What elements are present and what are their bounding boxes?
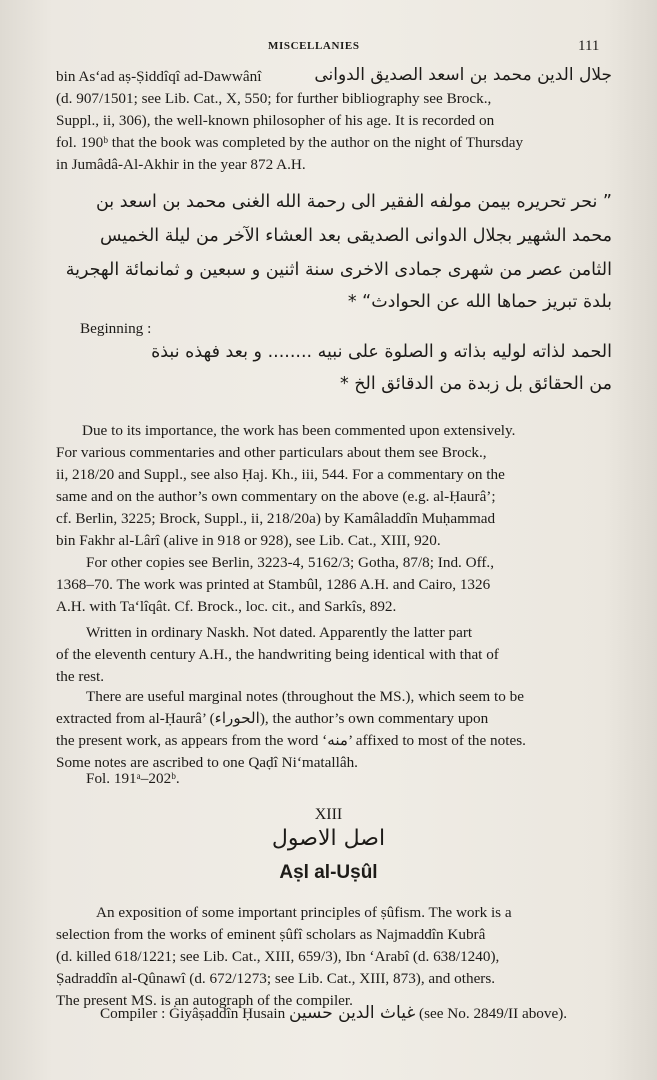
text-line: For other copies see Berlin, 3223-4, 5162/3; Gotha, 87/8; Ind. Off., (86, 554, 495, 571)
colophon-line: محمد الشهير بجلال الدوانى الصديقى بعد العشاء الآخر من ليلة الخميس (99, 226, 612, 246)
running-head: MISCELLANIES (268, 40, 360, 52)
text-line: (d. killed 618/1221; see Lib. Cat., XIII, 659/3), Ibn ‘Arabî (d. 638/1240), (56, 948, 500, 965)
section-title-arabic: اصل الاصول (271, 826, 386, 851)
section-title: Aṣl al-Uṣûl (279, 862, 378, 883)
text-line: cf. Berlin, 3225; Brock, Suppl., ii, 218/20a) by Kamâladdîn Muḥammad (56, 510, 496, 527)
colophon-line: الثامن عصر من شهرى جمادى الاخرى سنة اثنين و سبعين و ثمانمائة الهجرية (65, 260, 612, 280)
text-line: There are useful marginal notes (throughout the MS.), which seem to be (86, 688, 524, 705)
text-line: For various commentaries and other particulars about them see Brock., (56, 444, 487, 461)
section-number: XIII (314, 806, 343, 823)
intro-line-4: fol. 190ᵇ that the book was completed by the author on the night of Thursday (56, 134, 524, 151)
text-line: bin Fakhr al-Lârî (alive in 918 or 928), see Lib. Cat., XIII, 920. (56, 532, 441, 549)
compiler-name-arabic: غياث الدين حسين (288, 1003, 416, 1023)
text-line: selection from the works of eminent ṣûfî scholars as Najmaddîn Kubrâ (56, 926, 486, 943)
text-line: Written in ordinary Naskh. Not dated. Apparently the latter part (86, 624, 473, 641)
colophon-line: ” نحر تحريره بيمن مولفه الفقير الى رحمة الله الغنى محمد بن اسعد بن (95, 192, 612, 212)
text-line: A.H. with Ta‘lîqât. Cf. Brock., loc. cit., and Sarkîs, 892. (56, 598, 397, 615)
intro-line-1 (56, 66, 612, 88)
text-line: An exposition of some important principles of ṣûfism. The work is a (96, 904, 512, 921)
author-name-arabic: جلال الدين محمد بن اسعد الصديق الدوانى (314, 65, 612, 85)
compiler-line (100, 1002, 656, 1025)
text-line: Due to its importance, the work has been commented upon extensively. (82, 422, 516, 439)
colophon-line: بلدة تبريز حماها الله عن الحوادث“ * (347, 292, 612, 312)
text-line: same and on the author’s own commentary on the above (e.g. al-Ḥaurâ’; (56, 488, 496, 505)
text-line: Some notes are ascribed to one Qaḍî Ni‘matallâh. (56, 754, 358, 771)
page-number: 111 (578, 38, 600, 54)
compiler-reference: (see No. 2849/II above). (419, 1005, 568, 1022)
compiler-label: Compiler : Ġiyâṣaddîn Ḥusain (100, 1005, 286, 1022)
text-line: 1368–70. The work was printed at Stambûl, 1286 A.H. and Cairo, 1326 (56, 576, 491, 593)
author-name: bin As‘ad aṣ-Ṣiddîqî ad-Dawwânî (56, 68, 262, 85)
text-line: extracted from al-Ḥaurâ’ (الحوراء), the author’s own commentary upon (56, 710, 489, 727)
text-line: the rest. (56, 668, 105, 685)
beginning-label: Beginning : (80, 320, 152, 337)
folio-range: Fol. 191ᵃ–202ᵇ. (86, 770, 180, 787)
beginning-line: من الحقائق بل زبدة من الدقائق الخ * (339, 374, 612, 394)
beginning-line: الحمد لذاته لوليه بذاته و الصلوة على نبيه ........ و بعد فهذه نبذة (151, 342, 612, 362)
text-line: Ṣadraddîn al-Qûnawî (d. 672/1273; see Lib. Cat., XIII, 873), and others. (56, 970, 496, 987)
intro-line-3: Suppl., ii, 306), the well-known philosopher of his age. It is recorded on (56, 112, 495, 129)
page-header (0, 38, 657, 62)
text-line: the present work, as appears from the word ‘منه’ affixed to most of the notes. (56, 732, 526, 749)
text-line: ii, 218/20 and Suppl., see also Ḥaj. Kh., iii, 544. For a commentary on the (56, 466, 505, 483)
intro-line-2: (d. 907/1501; see Lib. Cat., X, 550; for further bibliography see Brock., (56, 90, 492, 107)
text-line: The present MS. is an autograph of the compiler. (56, 992, 353, 1009)
intro-line-5: in Jumâdâ-Al-Akhir in the year 872 A.H. (56, 156, 306, 173)
text-line: of the eleventh century A.H., the handwriting being identical with that of (56, 646, 499, 663)
